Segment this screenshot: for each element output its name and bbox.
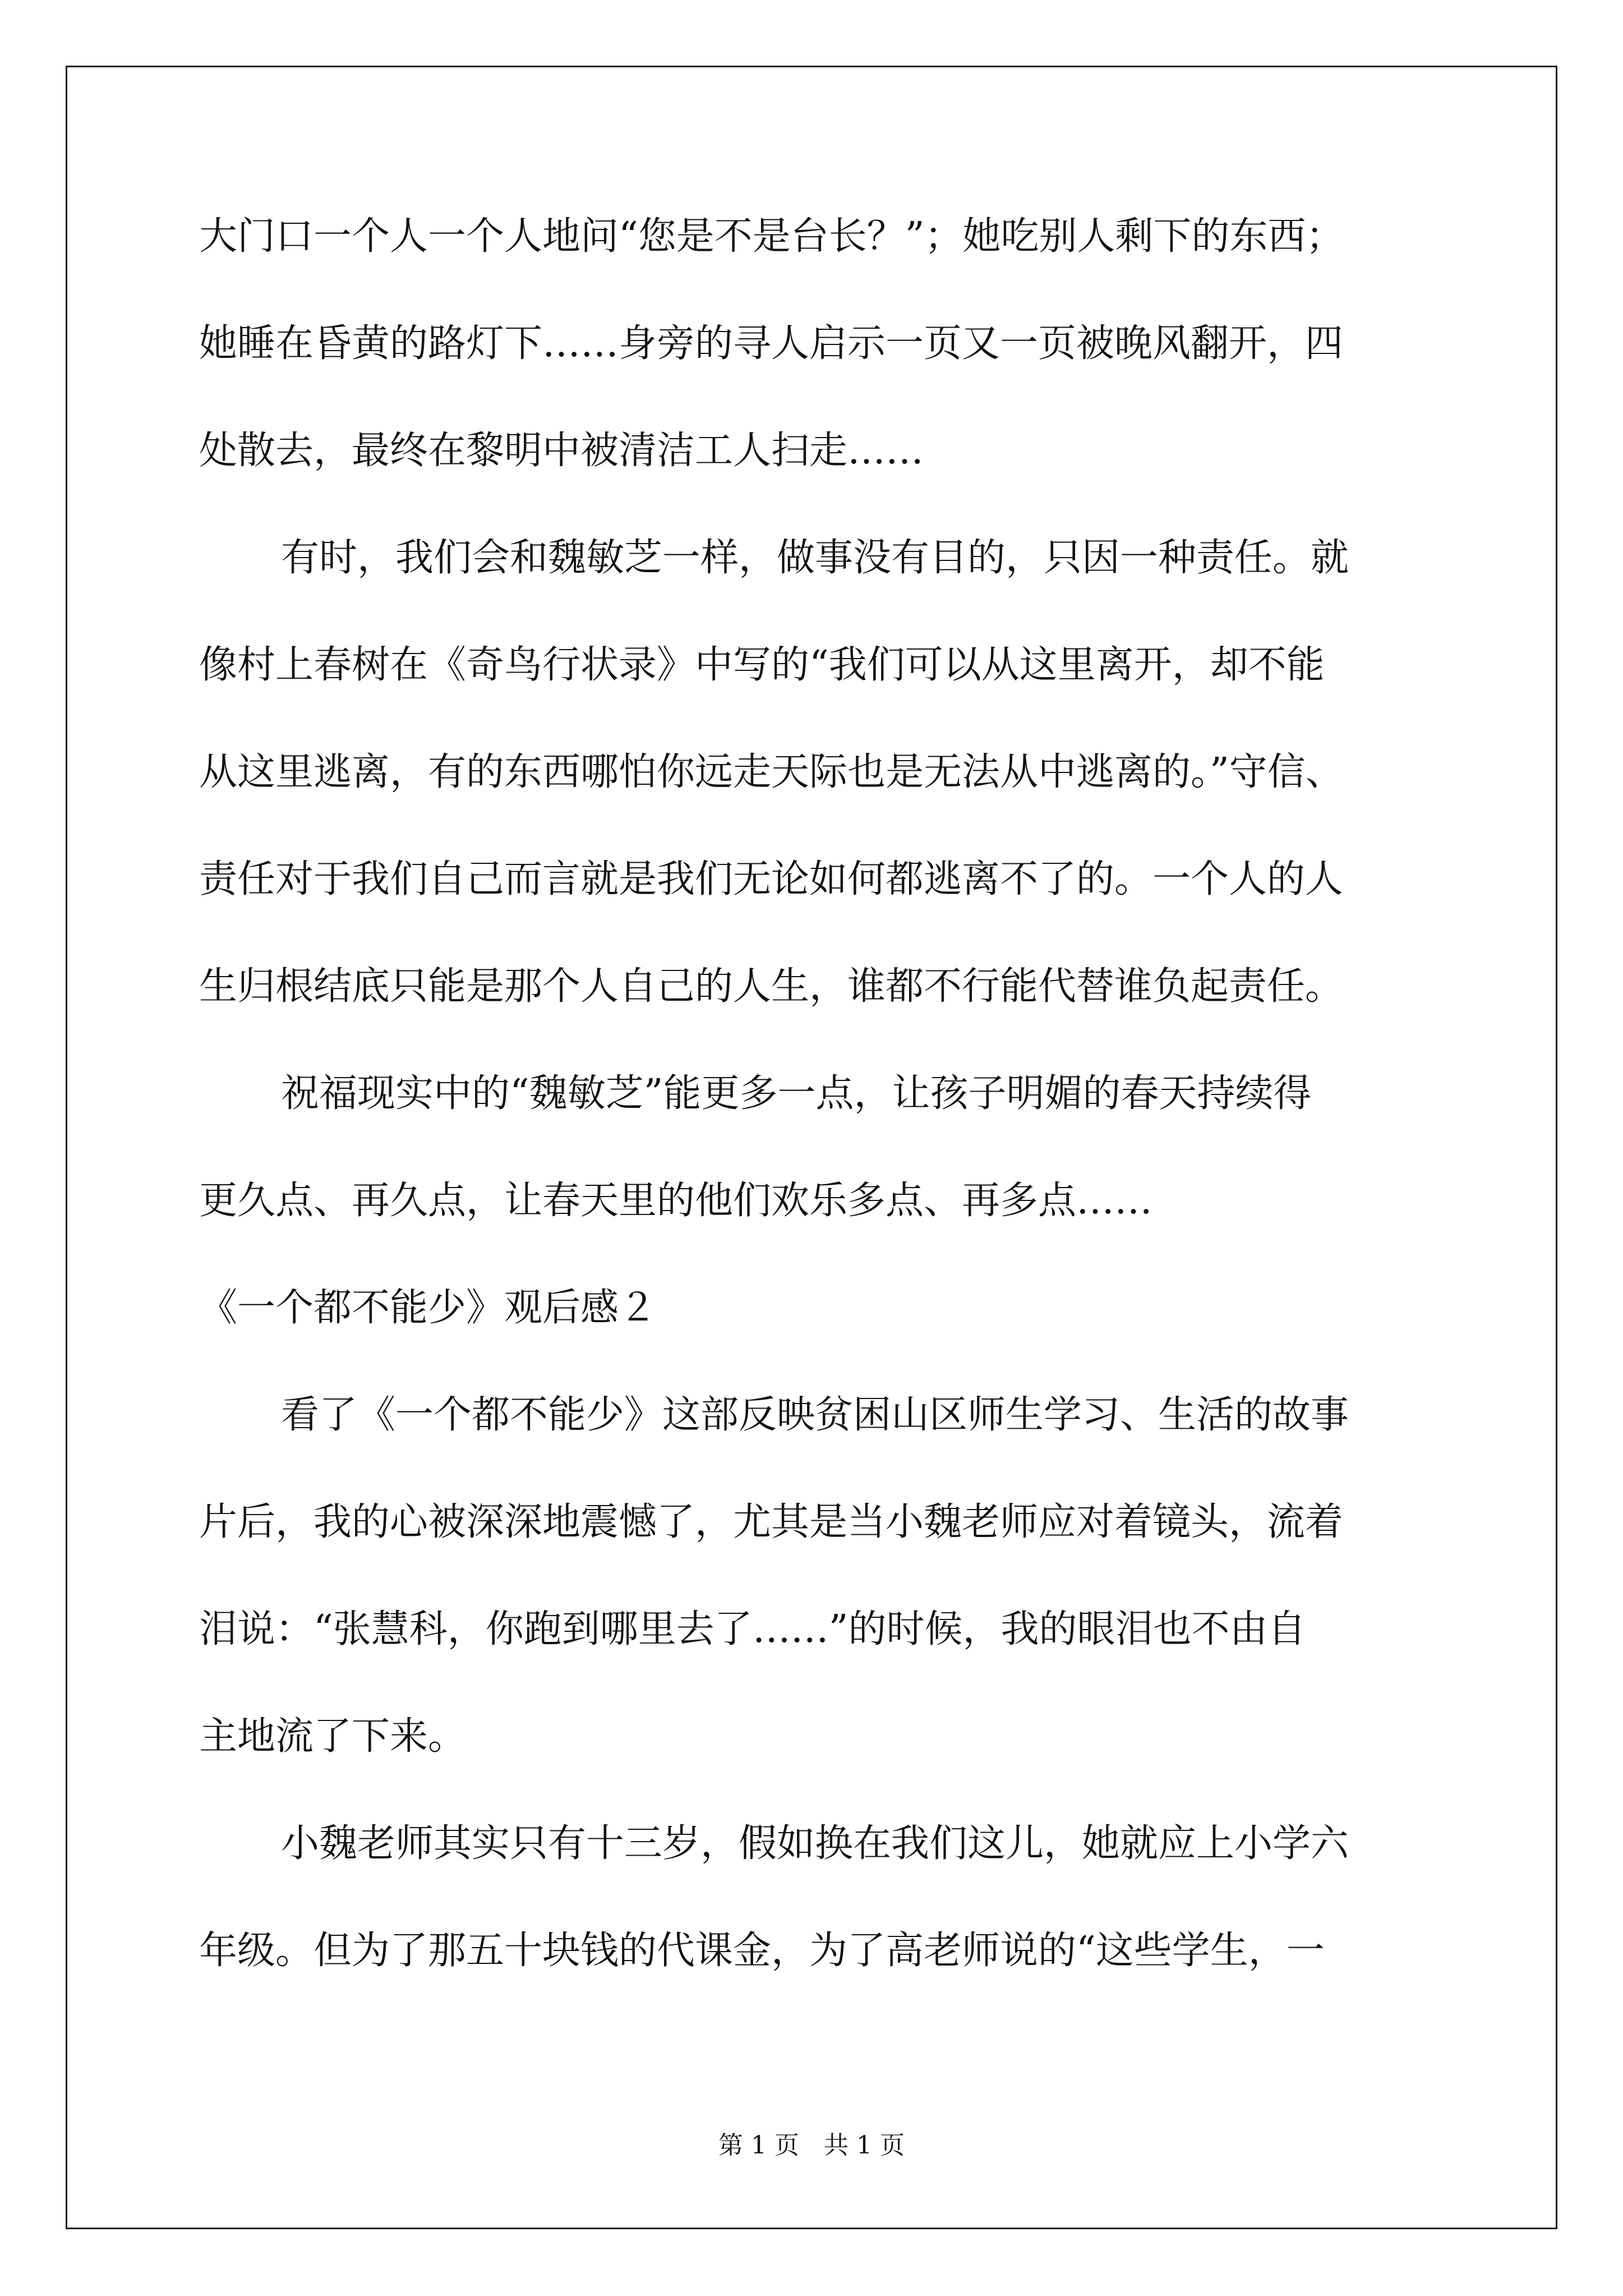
text-line: 从这里逃离，有的东西哪怕你远走天际也是无法从中逃离的。”守信、 bbox=[199, 750, 1344, 794]
paragraph-start-line: 看了《一个都不能少》这部反映贫困山区师生学习、生活的故事 bbox=[281, 1393, 1349, 1437]
text-line: 处散去，最终在黎明中被清洁工人扫走…… bbox=[199, 429, 924, 473]
text-line: 泪说：“张慧科，你跑到哪里去了……”的时候，我的眼泪也不由自 bbox=[199, 1607, 1306, 1651]
text-line: 她睡在昏黄的路灯下……身旁的寻人启示一页又一页被晚风翻开，四 bbox=[199, 321, 1344, 366]
paragraph-start-line: 祝福现实中的“魏敏芝”能更多一点，让孩子明媚的春天持续得 bbox=[281, 1071, 1312, 1116]
section-heading: 《一个都不能少》观后感２ bbox=[199, 1286, 657, 1330]
page-footer: 第 1 页 共 1 页 bbox=[718, 2131, 905, 2160]
text-line: 更久点、再久点，让春天里的他们欢乐多点、再多点…… bbox=[199, 1179, 1153, 1223]
text-line: 主地流了下来。 bbox=[199, 1714, 467, 1759]
paragraph-start-line: 小魏老师其实只有十三岁，假如换在我们这儿，她就应上小学六 bbox=[281, 1821, 1349, 1866]
paragraph-start-line: 有时，我们会和魏敏芝一样，做事没有目的，只因一种责任。就 bbox=[281, 536, 1349, 580]
page-border bbox=[66, 66, 1557, 2229]
text-line: 年级。但为了那五十块钱的代课金，为了高老师说的“这些学生，一 bbox=[199, 1929, 1325, 1973]
text-line: 生归根结底只能是那个人自己的人生，谁都不行能代替谁负起责任。 bbox=[199, 964, 1344, 1009]
text-line: 片后，我的心被深深地震憾了，尤其是当小魏老师应对着镜头，流着 bbox=[199, 1500, 1344, 1544]
text-line: 责任对于我们自己而言就是我们无论如何都逃离不了的。一个人的人 bbox=[199, 857, 1344, 901]
text-line: 大门口一个人一个人地问“您是不是台长？”；她吃别人剩下的东西； bbox=[199, 214, 1344, 259]
text-line: 像村上春树在《奇鸟行状录》中写的“我们可以从这里离开，却不能 bbox=[199, 643, 1325, 687]
